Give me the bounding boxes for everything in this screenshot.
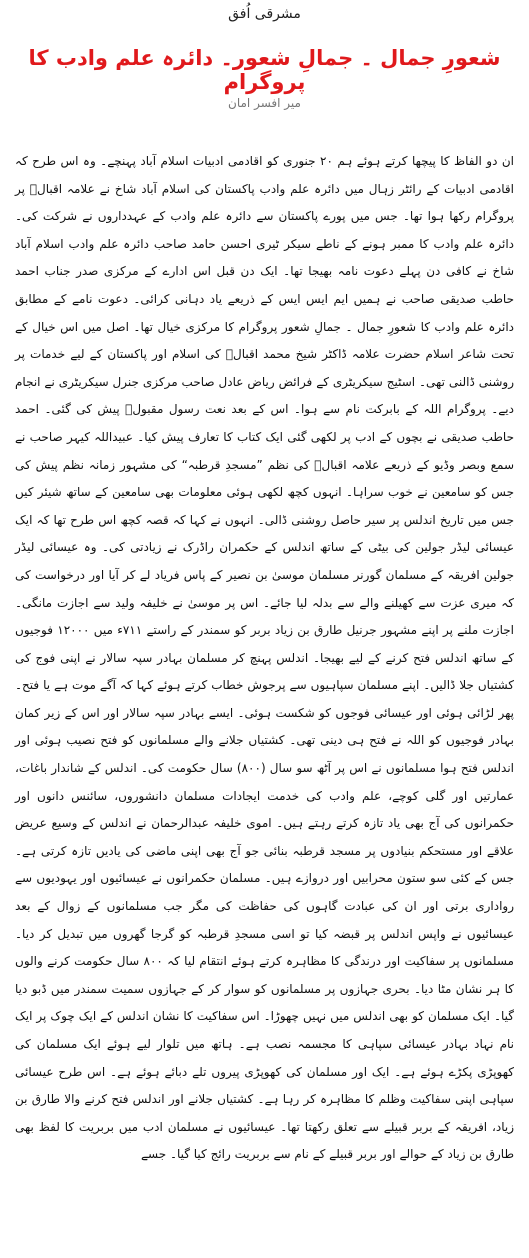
- headline: شعورِ جمال ۔ جمالِ شعور۔ دائرہ علم وادب کا پروگرام: [28, 46, 501, 94]
- article-body: [15, 148, 514, 1169]
- column-label: مشرقی اُفق: [228, 6, 301, 22]
- article-paragraph: ان دو الفاظ کا پیچھا کرتے ہوئے ہم ۲۰ جنوری کو اقادمی ادبیات اسلام آباد پہنچے۔ وہ اس طرح کہ اقادمی ادبیات کے رائٹر زہال میں دائرہ علم وادب پاکستان کی اسلام آباد شاخ نے علامہ اقبالؒ پر پروگرام رکھا ہوا تھا۔ جس میں پورے پاکستان سے دائرہ علم وادب کے عہدداروں نے شرکت کی۔ دائرہ علم وادب کا ممبر ہونے کے ناطے سیکر ٹیری احسن حامد صاحب دائرہ علم وادب اسلام آباد شاخ نے کافی دن پہلے دعوت نامہ بھیجا تھا۔ ایک دن قبل اس ادارے کے مرکزی صدر جناب احمد حاطب صدیقی صاحب نے ہمیں ایم ایس ایس کے ذریعے یاد دہانی کرائی۔ دعوت نامے کے مطابق دائرہ علم وادب کا شعورِ جمال ۔ جمالِ شعور پروگرام کا مرکزی خیال تھا۔ اصل میں اس خیال کے تحت شاعر اسلام حضرت علامہ ڈاکٹر شیخ محمد اقبالؒ کی اسلام اور پاکستان کے لیے خدمات پر روشنی ڈالنی تھی۔ اسٹیج سیکریٹری کے فرائض ریاض عادل صاحب مرکزی جنرل سیکریٹری نے انجام دیے۔ پروگرام اللہ کے بابرکت نام سے ہوا۔ اس کے بعد نعت رسول مقبولؐ پیش کی گئی۔ احمد حاطب صدیقی نے بچوں کے ادب پر لکھی گئی ایک کتاب کا تعارف پیش کیا۔ عبیداللہ کیہر صاحب نے سمع وبصر وڈیو کے ذریعے علامہ اقبالؒ کی نظم ”مسجدِ قرطبہ“ کی مشہور زمانہ نظم پیش کی جس کو سامعین نے خوب سراہا۔ انہوں کچھ لکھی ہوئی معلومات بھی سامعین کے ساتھ شیئر کیں جس میں تاریخ اندلس پر سیر حاصل روشنی ڈالی۔ انہوں نے کہا کہ قصہ کچھ اس طرح تھا کہ ایک عیسائی لیڈر جولین کی بیٹی کے ساتھ اندلس کے حکمران راڈرک نے زیادتی کی۔ وہ عیسائی لیڈر جولین افریقہ کے مسلمان گورنر مسلمان موسیٰ بن نصیر کے پاس فریاد لے کر آیا اور درخواست کی کہ میری عزت سے کھیلنے والے سے بدلہ لیا جائے۔ اس پر موسیٰ نے خلیفہ ولید سے اجازت مانگی۔ اجازت ملنے پر اپنے مشہور جرنیل طارق بن زیاد بربر کو سمندر کے راستے ۷۱۱ء میں ۱۲۰۰۰ فوجیوں کے ساتھ اندلس فتح کرنے کے لیے بھیجا۔ اندلس پہنچ کر مسلمان بہادر سپہ سالار نے اپنی فوج کی کشتیاں جلا ڈالیں۔ اپنے مسلمان سپاہیوں سے پرجوش خطاب کرتے ہوئے کہا کہ آگے موت ہے یا فتح۔ پھر لڑائی ہوئی اور عیسائی فوجوں کو شکست ہوئی۔ ایسے بہادر سپہ سالار اور اس کے زیر کمان بہادر فوجیوں کو اللہ نے فتح ہی دینی تھی۔ کشتیاں جلانے والے مسلمانوں کو فتح نصیب ہوئی اور اندلس فتح ہوا مسلمانوں نے اس پر آٹھ سو سال (۸۰۰) سال حکومت کی۔ اندلس کے شاندار باغات، عمارتیں اور گلی کوچے، علم وادب کی خدمت ایجادات مسلمان دانشوروں، سائنس دانوں اور حکمرانوں کی آج بھی یاد تازہ کرتے رہتے ہیں۔ اموی خلیفہ عبدالرحمان نے اندلس کے وسیع عریض علاقے اور مستحکم بنیادوں پر مسجد قرطبہ بنائی جو آج بھی اپنی ماضی کی یادیں تازہ کرتی ہے۔ جس کے کئی سو ستون محرابیں اور دروازے ہیں۔ مسلمان حکمرانوں نے عیسائیوں اور یہودیوں سے رواداری برتی اور ان کی عبادت گاہوں کی حفاظت کی مگر جب مسلمانوں کے زوال کے بعد عیسائیوں نے واپس اندلس پر قبضہ کیا تو اسی مسجدِ قرطبہ کو گرجا گھروں میں تبدیل کر دیا۔ مسلمانوں پر سفاکیت اور درندگی کا مظاہرہ کرتے ہوئے انتقام لیا کہ ۸۰۰ سال حکومت کرنے والوں کا ہر نشان مٹا دیا۔ بحری جہازوں پر مسلمانوں کو سوار کر کے جہازوں سمیت سمندر میں ڈبو دیا گیا۔ ایک مسلمان کو بھی اندلس میں نہیں چھوڑا۔ اس سفاکیت کا نشان اندلس کے ایک چوک پر ایک نام نہاد بہادر عیسائی سپاہی کا مجسمہ نصب ہے۔ ہاتھ میں تلوار لیے ہوئے ایک مسلمان کی کھوپڑی پکڑے ہوئے ہے۔ ایک اور مسلمان کی کھوپڑی پیروں تلے دبائے ہوئے ہے۔ اس طرح عیسائی سپاہی اپنی سفاکیت وظلم کا مظاہرہ کر رہا ہے۔ کشتیاں جلانے اور اندلس فتح کرنے والا طارق بن زیاد، افریقہ کے بربر قبیلے سے تعلق رکھتا تھا۔ عیسائیوں نے مسلمان ادب میں بربریت کا لفظ بھی طارق بن زیاد کے حوالے اور بربر قبیلے کے نام سے بربریت رائج کیا گیا۔ جسے: [15, 154, 515, 1162]
- byline: میر افسر امان: [228, 96, 301, 110]
